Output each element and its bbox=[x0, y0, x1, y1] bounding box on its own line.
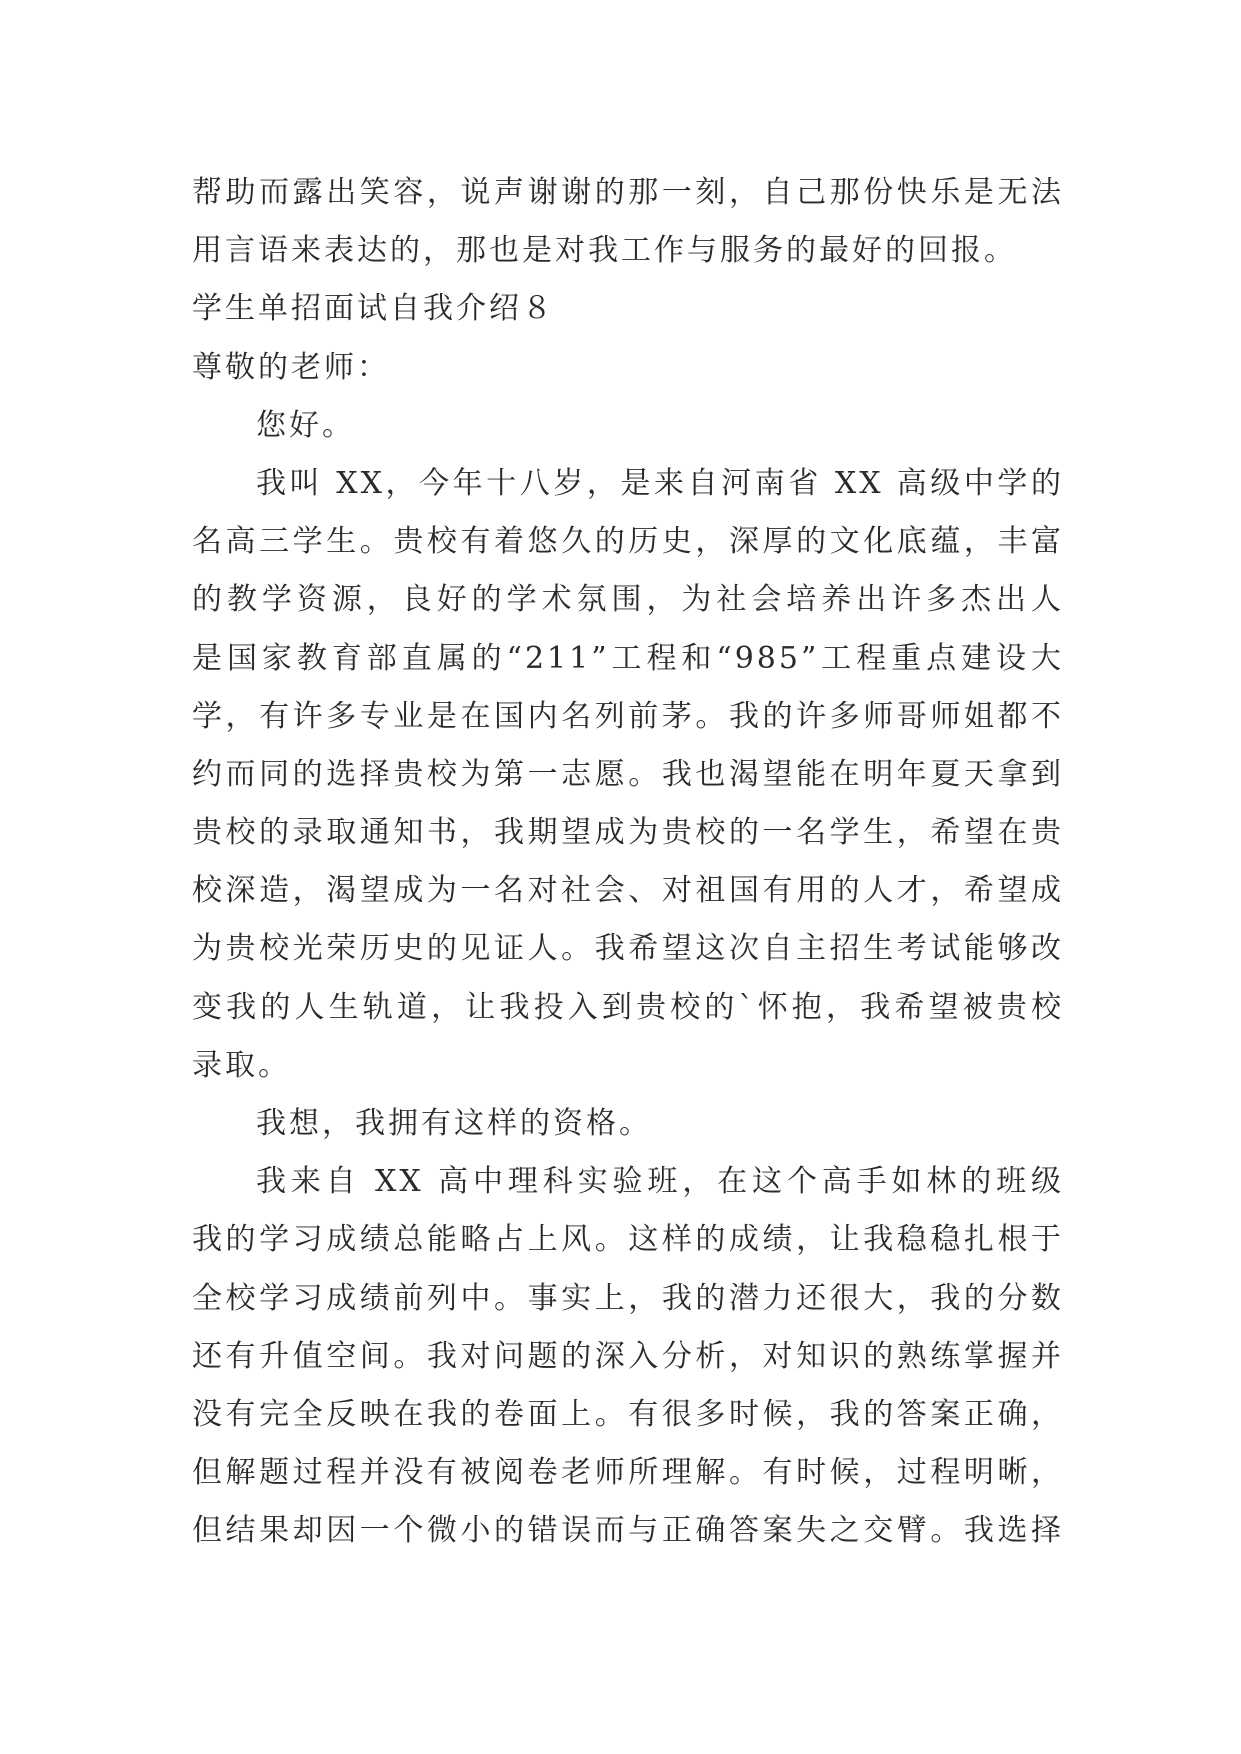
text-line: 还有升值空间。我对问题的深入分析，对知识的熟练掌握并 bbox=[192, 1338, 1064, 1374]
text-line: 您好。 bbox=[256, 407, 355, 443]
text-line: 用言语来表达的，那也是对我工作与服务的最好的回报。 bbox=[192, 233, 1017, 269]
text-line: 帮助而露出笑容，说声谢谢的那一刻，自己那份快乐是无法 bbox=[192, 175, 1064, 210]
text-line: 约而同的选择贵校为第一志愿。我也渴望能在明年夏天拿到 bbox=[192, 756, 1064, 792]
text-line: 但解题过程并没有被阅卷老师所理解。有时候，过程明晰， bbox=[192, 1455, 1064, 1491]
text-line: 我想，我拥有这样的资格。 bbox=[256, 1106, 652, 1141]
text-line: 为贵校光荣历史的见证人。我希望这次自主招生考试能够改 bbox=[192, 931, 1064, 967]
text-line: 我叫 XX，今年十八岁，是来自河南省 XX 高级中学的 bbox=[256, 465, 1064, 501]
text-line: 尊敬的老师： bbox=[192, 349, 390, 385]
text-line: 名高三学生。贵校有着悠久的历史，深厚的文化底蕴，丰富 bbox=[192, 524, 1064, 560]
text-line: 变我的人生轨道，让我投入到贵校的`怀抱，我希望被贵校 bbox=[192, 989, 1064, 1025]
text-line: 学，有许多专业是在国内名列前茅。我的许多师哥师姐都不 bbox=[192, 698, 1064, 734]
text-line: 学生单招面试自我介绍８ bbox=[192, 291, 555, 327]
text-line: 录取。 bbox=[192, 1047, 291, 1083]
text-line: 的教学资源，良好的学术氛围，为社会培养出许多杰出人 bbox=[192, 582, 1064, 618]
text-line: 我来自 XX 高中理科实验班，在这个高手如林的班级 bbox=[256, 1164, 1064, 1200]
text-line: 没有完全反映在我的卷面上。有很多时候，我的答案正确， bbox=[192, 1396, 1064, 1432]
text-line: 贵校的录取通知书，我期望成为贵校的一名学生，希望在贵 bbox=[192, 815, 1064, 851]
text-line: 但结果却因一个微小的错误而与正确答案失之交臂。我选择 bbox=[192, 1513, 1064, 1549]
text-line: 全校学习成绩前列中。事实上，我的潜力还很大，我的分数 bbox=[192, 1280, 1064, 1316]
text-line: 是国家教育部直属的“211”工程和“985”工程重点建设大 bbox=[192, 640, 1064, 676]
text-line: 我的学习成绩总能略占上风。这样的成绩，让我稳稳扎根于 bbox=[192, 1222, 1064, 1258]
document-body bbox=[192, 164, 1064, 1561]
text-line: 校深造，渴望成为一名对社会、对祖国有用的人才，希望成 bbox=[192, 873, 1064, 909]
